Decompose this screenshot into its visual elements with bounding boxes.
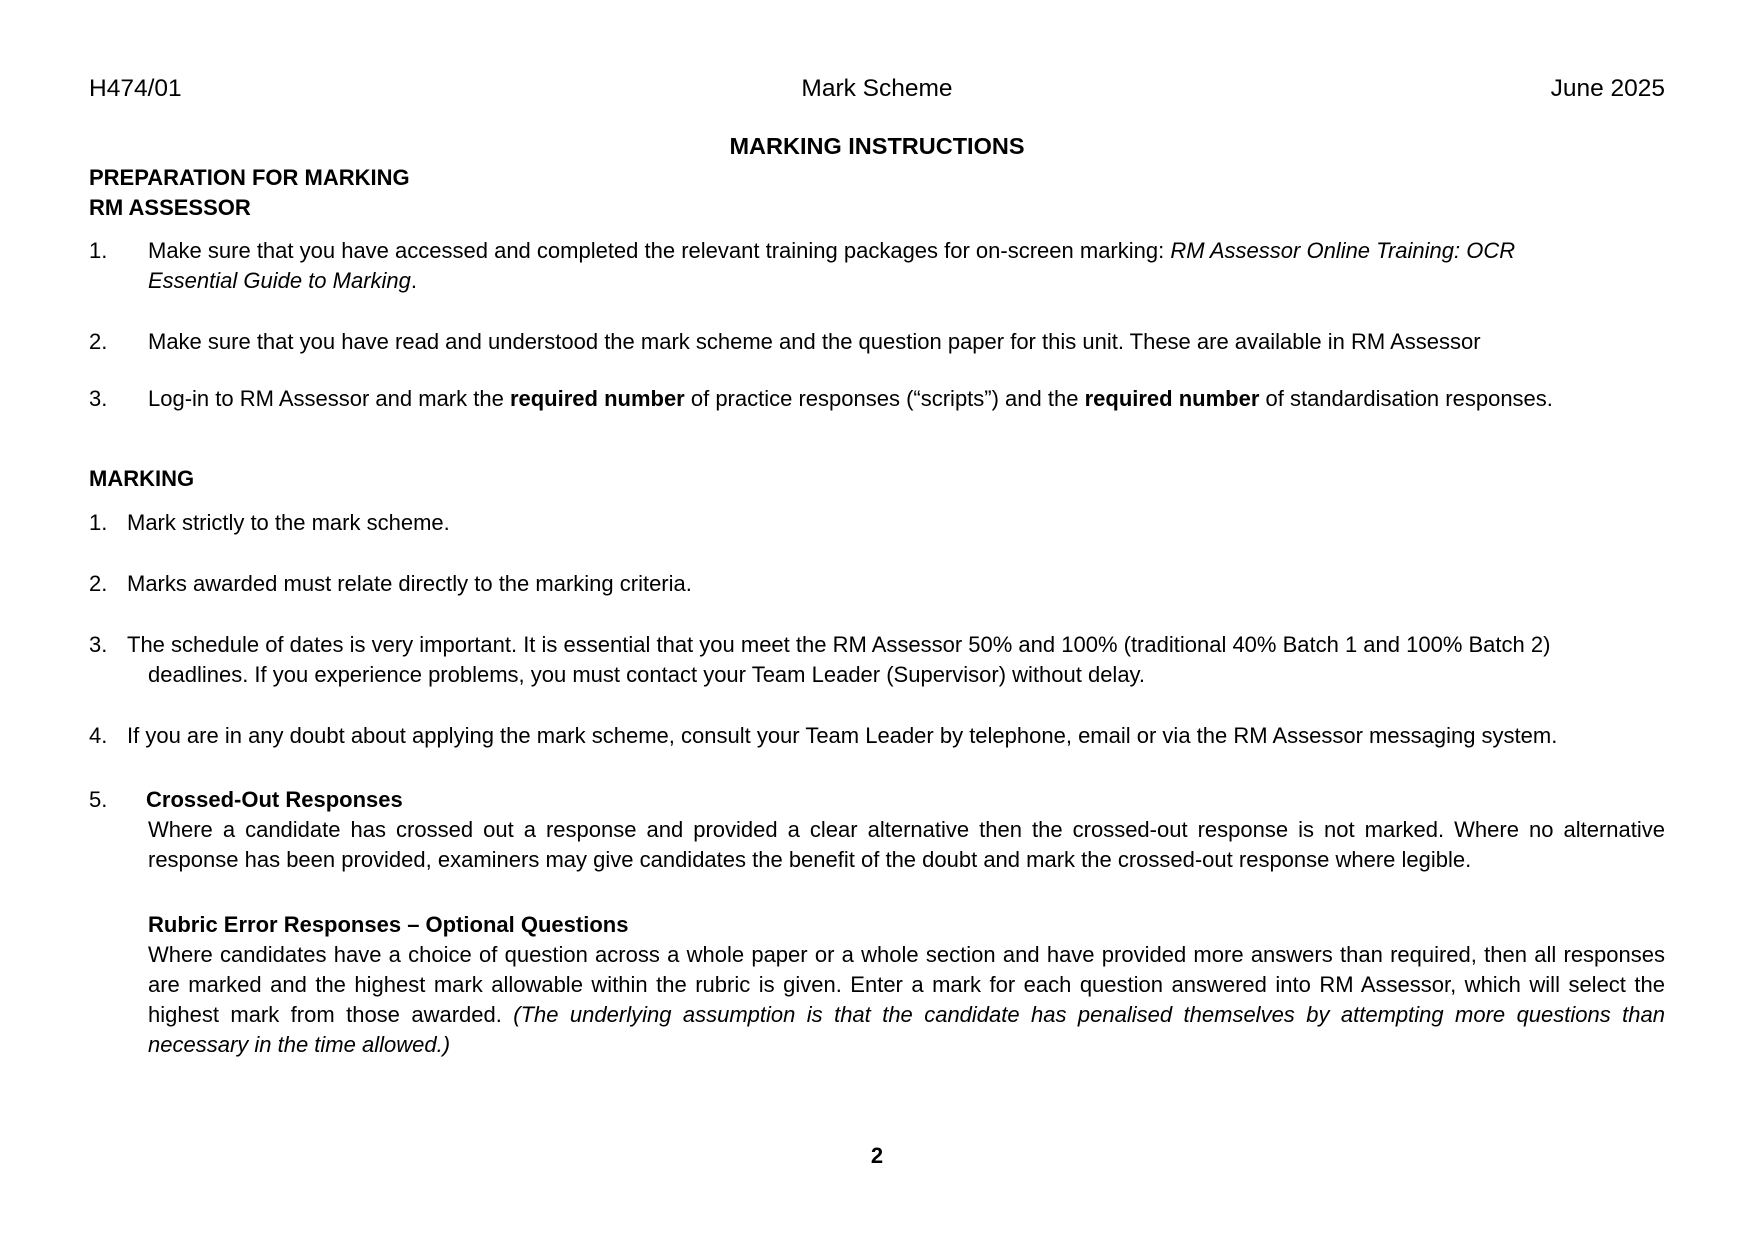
marking-item-number: 4. [89,723,108,748]
header-date: June 2025 [1550,75,1665,102]
prep-item-number: 3. [89,386,108,411]
prep-item-3-part-c: of standardisation responses. [1259,386,1553,411]
page-number: 2 [870,1143,884,1168]
marking-heading: MARKING [89,466,195,491]
crossed-out-body: Where a candidate has crossed out a response and provided a clear alternative then the crossed-out response is not marked. Where no alternative response has been provided, examiners may give candidates the benefit of the doubt and mark the crossed-out response where legible. [148,817,1665,872]
marking-item-2-text: Marks awarded must relate directly to the marking criteria. [127,571,692,596]
marking-item-3-line2: deadlines. If you experience problems, you must contact your Team Leader (Supervisor) without delay. [148,662,1146,687]
rubric-error-note: (The underlying assumption is that the candidate has penalised themselves by attempting more questions than necessary in the time allowed.) [148,1002,1665,1057]
marking-item-number: 1. [89,510,108,535]
rubric-error-text: Where candidates have a choice of question across a whole paper or a whole section and have provided more answers than required, then all responses are marked and the highest mark allowable within the rubric is given. Enter a mark for each question answered into RM Assessor, which will select the highest mark from those awarded. [148,942,1665,1027]
required-number-emphasis: required number [1084,386,1260,411]
prep-item-text [148,236,1668,296]
prep-item-1-tail: . [410,268,418,293]
crossed-out-heading: Crossed-Out Responses [146,787,403,812]
marking-item-4-text: If you are in any doubt about applying the mark scheme, consult your Team Leader by telephone, email or via the RM Assessor messaging system. [127,723,1558,748]
marking-item-1-text: Mark strictly to the mark scheme. [127,510,450,535]
required-number-emphasis: required number [509,386,685,411]
marking-item-number: 5. [89,787,108,812]
rubric-error-heading: Rubric Error Responses – Optional Questions [148,912,629,937]
prep-item-number: 1. [89,238,108,263]
prep-item-number: 2. [89,329,108,354]
rubric-error-body [148,940,1665,1060]
training-title-line1: RM Assessor Online Training: OCR [1170,238,1516,263]
prep-heading: PREPARATION FOR MARKING [89,165,410,190]
training-title-line2: Essential Guide to Marking [148,268,411,293]
marking-item-number: 3. [89,632,108,657]
main-title: MARKING INSTRUCTIONS [729,133,1025,159]
rm-assessor-heading: RM ASSESSOR [89,195,251,220]
paper-code: H474/01 [89,75,182,102]
prep-item-1-text: Make sure that you have accessed and completed the relevant training packages for on-screen marking: [148,238,1171,263]
prep-item-2-text: Make sure that you have read and understood the mark scheme and the question paper for this unit. These are available in RM Assessor [148,329,1481,354]
marking-item-number: 2. [89,571,108,596]
prep-item-3-part-b: of practice responses (“scripts”) and the [684,386,1085,411]
header-title: Mark Scheme [801,75,953,102]
marking-item-3-line1: The schedule of dates is very important. It is essential that you meet the RM Assessor 50% and 100% (traditional 40% Batch 1 and 100% Batch 2) [127,632,1551,657]
prep-item-3-text [148,384,1553,414]
prep-item-3-part-a: Log-in to RM Assessor and mark the [148,386,510,411]
